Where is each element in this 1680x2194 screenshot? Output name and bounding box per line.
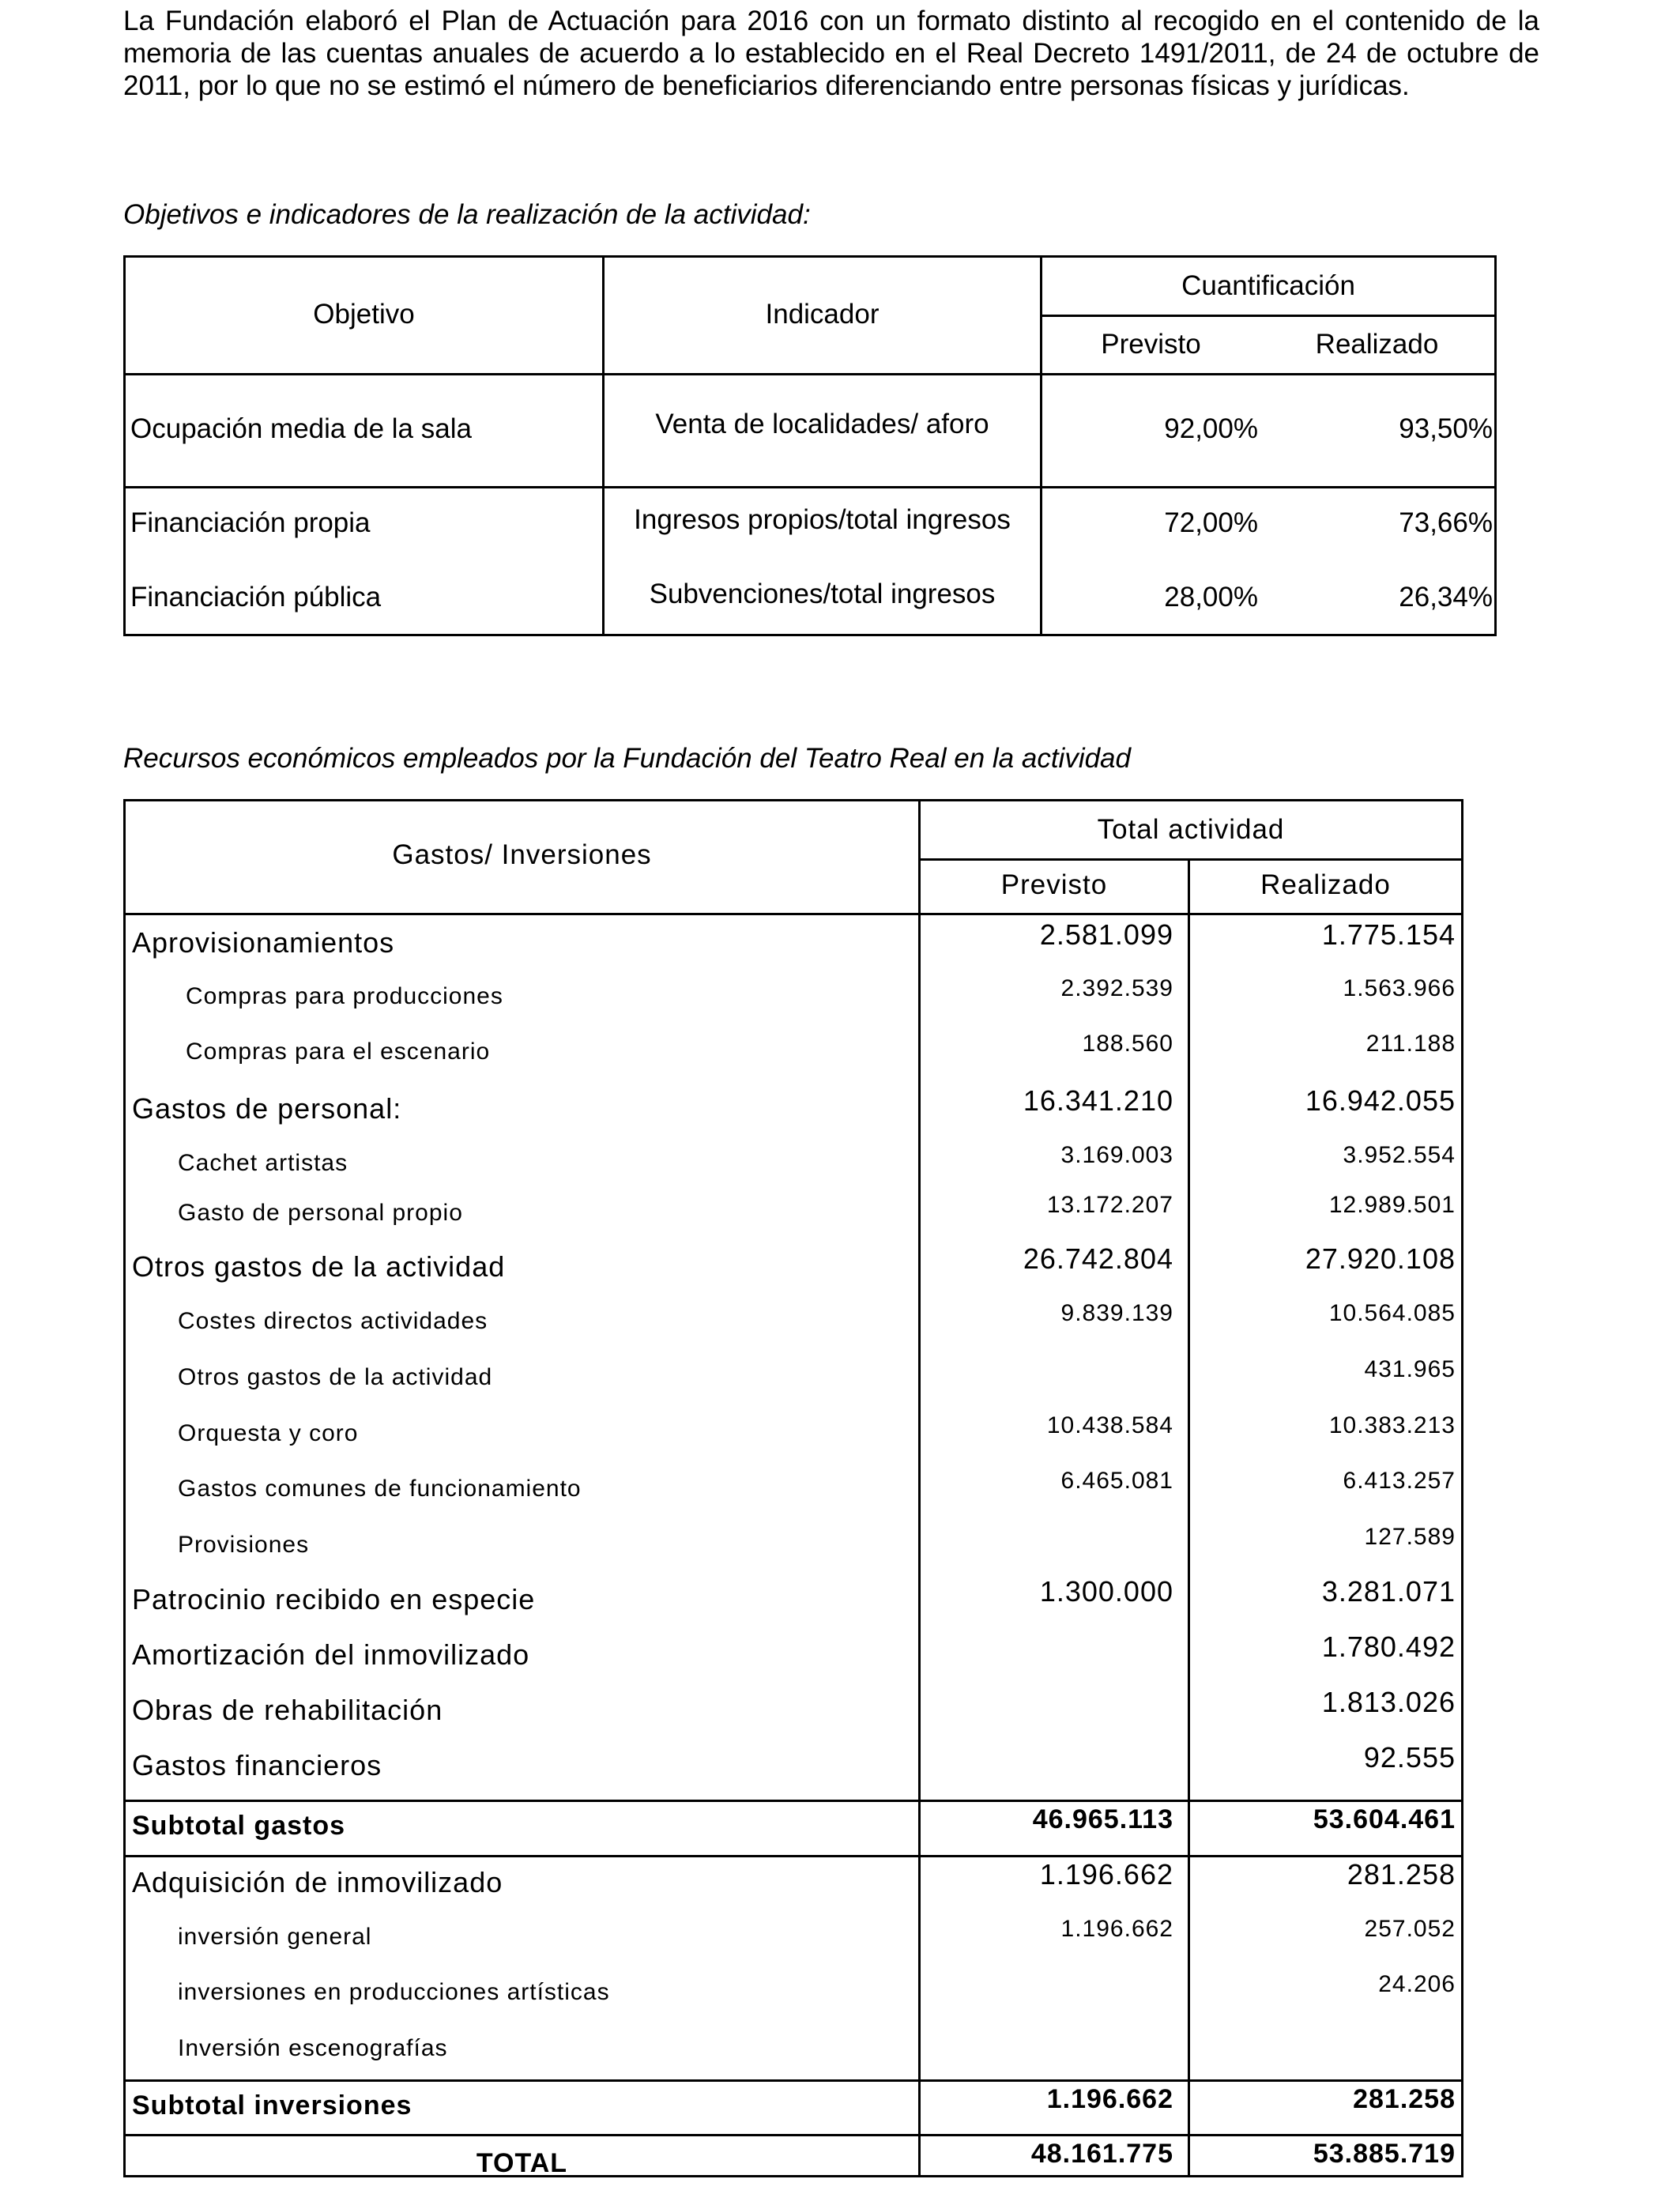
value-realizado: 6.413.257 bbox=[1343, 1468, 1456, 1494]
value-realizado: 10.564.085 bbox=[1328, 1300, 1456, 1326]
value-previsto: 46.965.113 bbox=[1032, 1804, 1173, 1834]
value-realizado: 1.563.966 bbox=[1343, 975, 1456, 1001]
value-previsto: 1.196.662 bbox=[1060, 1916, 1173, 1942]
value-previsto: 10.438.584 bbox=[1046, 1412, 1173, 1438]
value-previsto: 1.196.662 bbox=[1046, 2084, 1173, 2114]
value-previsto: 6.465.081 bbox=[1060, 1468, 1173, 1494]
value-realizado: 12.989.501 bbox=[1328, 1192, 1456, 1218]
resources-table bbox=[123, 799, 1463, 2177]
header-objetivo: Objetivo bbox=[313, 299, 415, 330]
value-realizado: 10.383.213 bbox=[1328, 1412, 1456, 1438]
row-divider bbox=[126, 913, 1461, 915]
row-label: Gasto de personal propio bbox=[178, 1200, 463, 1226]
value-previsto: 2.581.099 bbox=[1039, 918, 1173, 951]
row-label: Compras para el escenario bbox=[186, 1039, 491, 1065]
value-realizado: 281.258 bbox=[1353, 2084, 1456, 2114]
row-label: TOTAL bbox=[476, 2148, 568, 2178]
row-label: Provisiones bbox=[178, 1532, 310, 1558]
header-indicador: Indicador bbox=[765, 299, 880, 330]
value-previsto: 16.341.210 bbox=[1023, 1084, 1173, 1117]
header-total-actividad: Total actividad bbox=[1097, 814, 1285, 845]
cell-indicador: Venta de localidades/ aforo bbox=[655, 409, 989, 439]
row-divider bbox=[918, 858, 1461, 861]
row-divider bbox=[126, 1855, 1461, 1857]
value-realizado: 24.206 bbox=[1378, 1971, 1456, 1997]
value-realizado: 53.604.461 bbox=[1313, 1804, 1456, 1834]
row-label: Otros gastos de la actividad bbox=[132, 1250, 506, 1283]
cell-objetivo: Financiación propia bbox=[130, 507, 371, 538]
header-previsto: Previsto bbox=[1000, 869, 1108, 900]
row-label: Subtotal gastos bbox=[132, 1811, 346, 1841]
resources-caption: Recursos económicos empleados por la Fundación del Teatro Real en la actividad bbox=[123, 743, 1131, 774]
row-label: Patrocinio recibido en especie bbox=[132, 1583, 536, 1615]
row-divider bbox=[126, 373, 1494, 375]
header-cuantificacion: Cuantificación bbox=[1181, 270, 1355, 301]
row-label: Amortización del inmovilizado bbox=[132, 1638, 530, 1671]
value-realizado: 281.258 bbox=[1347, 1858, 1456, 1891]
value-previsto: 48.161.775 bbox=[1030, 2139, 1173, 2169]
row-label: Aprovisionamientos bbox=[132, 926, 395, 959]
intro-paragraph: La Fundación elaboró el Plan de Actuación para 2016 con un formato distinto al recogido en el contenido de la memoria de las cuentas anuales de acuerdo a lo establecido en el Real Decreto 1491/2011, de 24 de octubre de 2011, por lo que no se estimó el número de beneficiarios diferenciando entre personas físicas y jurídicas. bbox=[123, 6, 1539, 101]
value-previsto: 9.839.139 bbox=[1060, 1300, 1173, 1326]
objectives-caption: Objetivos e indicadores de la realización de la actividad: bbox=[123, 199, 811, 230]
row-divider bbox=[1040, 315, 1494, 317]
row-label: Costes directos actividades bbox=[178, 1308, 488, 1334]
header-previsto: Previsto bbox=[1101, 329, 1201, 360]
header-realizado: Realizado bbox=[1315, 329, 1439, 360]
row-label: Obras de rehabilitación bbox=[132, 1694, 443, 1726]
value-previsto: 3.169.003 bbox=[1060, 1142, 1173, 1168]
value-previsto: 13.172.207 bbox=[1046, 1192, 1173, 1218]
row-label: Gastos comunes de funcionamiento bbox=[178, 1476, 582, 1502]
value-realizado: 92.555 bbox=[1363, 1741, 1456, 1774]
value-previsto: 1.300.000 bbox=[1039, 1575, 1173, 1608]
value-previsto: 26.742.804 bbox=[1023, 1242, 1173, 1275]
cell-indicador: Subvenciones/total ingresos bbox=[649, 579, 996, 609]
cell-previsto: 28,00% bbox=[1164, 582, 1258, 613]
cell-objetivo: Ocupación media de la sala bbox=[130, 413, 472, 444]
row-label: Compras para producciones bbox=[186, 983, 503, 1009]
value-realizado: 16.942.055 bbox=[1305, 1084, 1456, 1117]
cell-indicador: Ingresos propios/total ingresos bbox=[634, 504, 1011, 535]
header-realizado: Realizado bbox=[1260, 869, 1391, 900]
value-previsto: 1.196.662 bbox=[1039, 1858, 1173, 1891]
cell-previsto: 72,00% bbox=[1164, 507, 1258, 538]
cell-objetivo: Financiación pública bbox=[130, 582, 382, 613]
row-divider bbox=[126, 2134, 1461, 2136]
value-realizado: 3.952.554 bbox=[1343, 1142, 1456, 1168]
row-label: Inversión escenografías bbox=[178, 2035, 448, 2061]
value-realizado: 431.965 bbox=[1364, 1356, 1456, 1382]
row-label: inversiones en producciones artísticas bbox=[178, 1979, 610, 2005]
row-label: Gastos financieros bbox=[132, 1749, 382, 1781]
cell-realizado: 26,34% bbox=[1399, 582, 1493, 613]
value-realizado: 53.885.719 bbox=[1313, 2139, 1456, 2169]
row-label: Gastos de personal: bbox=[132, 1092, 402, 1125]
row-label: inversión general bbox=[178, 1924, 372, 1950]
value-realizado: 127.589 bbox=[1364, 1524, 1456, 1550]
value-previsto: 2.392.539 bbox=[1060, 975, 1173, 1001]
cell-realizado: 73,66% bbox=[1399, 507, 1493, 538]
value-realizado: 1.775.154 bbox=[1321, 918, 1456, 951]
row-divider bbox=[126, 1800, 1461, 1802]
row-label: Adquisición de inmovilizado bbox=[132, 1866, 503, 1898]
value-realizado: 27.920.108 bbox=[1305, 1242, 1456, 1275]
value-realizado: 1.813.026 bbox=[1321, 1686, 1456, 1718]
cell-previsto: 92,00% bbox=[1164, 413, 1258, 444]
value-realizado: 257.052 bbox=[1364, 1916, 1456, 1942]
row-label: Otros gastos de la actividad bbox=[178, 1364, 493, 1390]
value-previsto: 188.560 bbox=[1082, 1031, 1173, 1057]
value-realizado: 3.281.071 bbox=[1321, 1575, 1456, 1608]
objectives-table bbox=[123, 255, 1497, 636]
row-label: Cachet artistas bbox=[178, 1150, 348, 1176]
value-realizado: 1.780.492 bbox=[1321, 1630, 1456, 1663]
value-realizado: 211.188 bbox=[1365, 1031, 1456, 1057]
header-gastos: Gastos/ Inversiones bbox=[392, 839, 652, 870]
row-label: Subtotal inversiones bbox=[132, 2090, 412, 2120]
row-divider bbox=[126, 2079, 1461, 2082]
row-label: Orquesta y coro bbox=[178, 1420, 359, 1446]
cell-realizado: 93,50% bbox=[1399, 413, 1493, 444]
row-divider bbox=[126, 486, 1494, 488]
